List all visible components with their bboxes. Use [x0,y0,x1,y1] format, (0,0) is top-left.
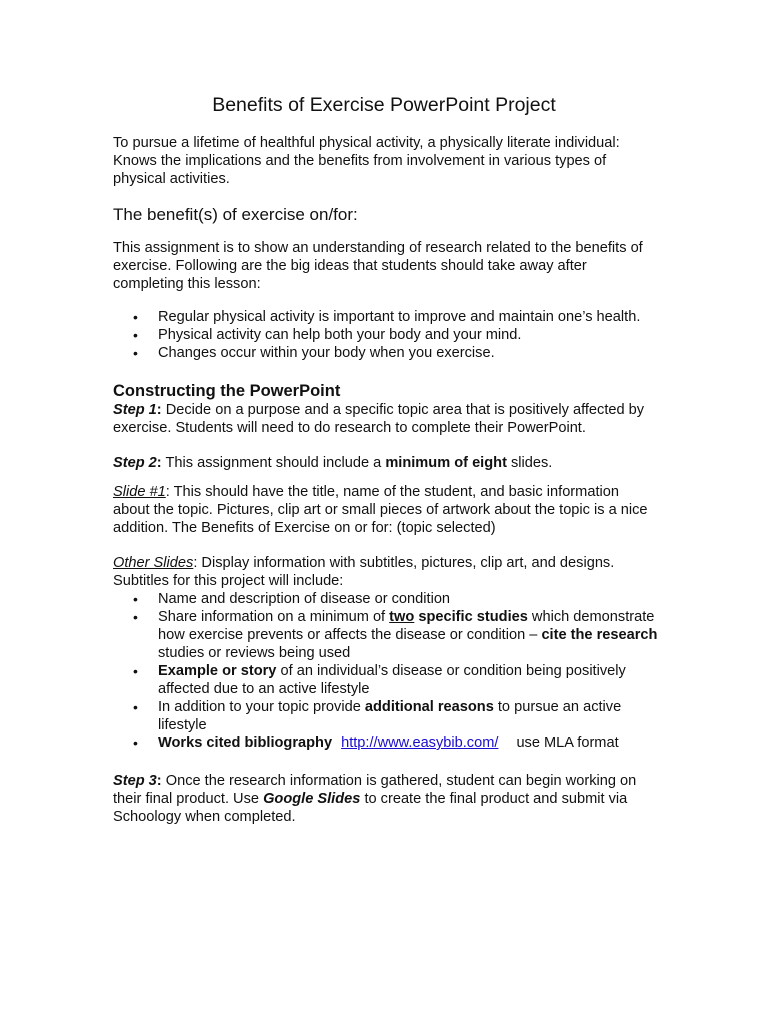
assignment-paragraph: This assignment is to show an understanding of research related to the benefits of exercise. Following are the big ideas that students should take away after completing this lesson: [113,240,643,292]
other-slides-label: Other Slides [113,555,194,571]
subtitles-list [113,590,658,752]
bullet-icon: • [133,699,138,715]
list-item: • Works cited bibliography http://www.easybib.com/ use MLA format [133,735,619,751]
step3-paragraph: Step 3: Once the research information is gathered, student can begin working on their final product. Use Google Slides to create the final product and submit via Schoology when completed. [113,773,637,825]
list-item: • Changes occur within your body when you exercise. [133,345,495,361]
list-item: • Regular physical activity is important to improve and maintain one’s health. [133,309,641,325]
step2-label: Step 2 [113,455,157,471]
benefit-heading: The benefit(s) of exercise on/for: [113,205,358,224]
slide1-paragraph: Slide #1: This should have the title, name of the student, and basic information about the topic. Pictures, clip art or small pieces of artwork about the topic is a nice addition. The Benefits of Exercise on or for: (topic selected) [113,484,648,536]
list-item: • Share information on a minimum of two specific studies which demonstrate how exercise prevents or affects the disease or condition – cite the research studies or reviews being used [133,609,658,661]
big-ideas-list [113,308,658,362]
bullet-icon: • [133,609,138,625]
bullet-icon: • [133,345,138,361]
bullet-icon: • [133,735,138,751]
step3-label: Step 3 [113,773,157,789]
bullet-icon: • [133,327,138,343]
document-title: Benefits of Exercise PowerPoint Project [212,94,556,116]
bullet-icon: • [133,591,138,607]
easybib-link[interactable]: http://www.easybib.com/ [341,735,499,751]
list-item: • In addition to your topic provide additional reasons to pursue an active lifestyle [133,699,622,733]
step1-paragraph: Step 1: Decide on a purpose and a specific topic area that is positively affected by exercise. Students will need to do research to complete their PowerPoint. [113,402,645,436]
bullet-icon: • [133,663,138,679]
list-item: • Name and description of disease or condition [133,591,451,607]
document-body [113,93,658,826]
step2-paragraph: Step 2: This assignment should include a minimum of eight slides. [113,455,553,471]
construct-heading: Constructing the PowerPoint [113,382,341,400]
intro-paragraph: To pursue a lifetime of healthful physical activity, a physically literate individual: Knows the implications and the benefits from involvement in various types of physical activities. [113,135,620,187]
step1-label: Step 1 [113,402,157,418]
slide1-label: Slide #1 [113,484,166,500]
bullet-icon: • [133,309,138,325]
list-item: • Physical activity can help both your body and your mind. [133,327,522,343]
other-slides-paragraph: Other Slides: Display information with subtitles, pictures, clip art, and designs. Subtitles for this project will include: [113,555,615,589]
list-item: • Example or story of an individual’s disease or condition being positively affected due to an active lifestyle [133,663,626,697]
